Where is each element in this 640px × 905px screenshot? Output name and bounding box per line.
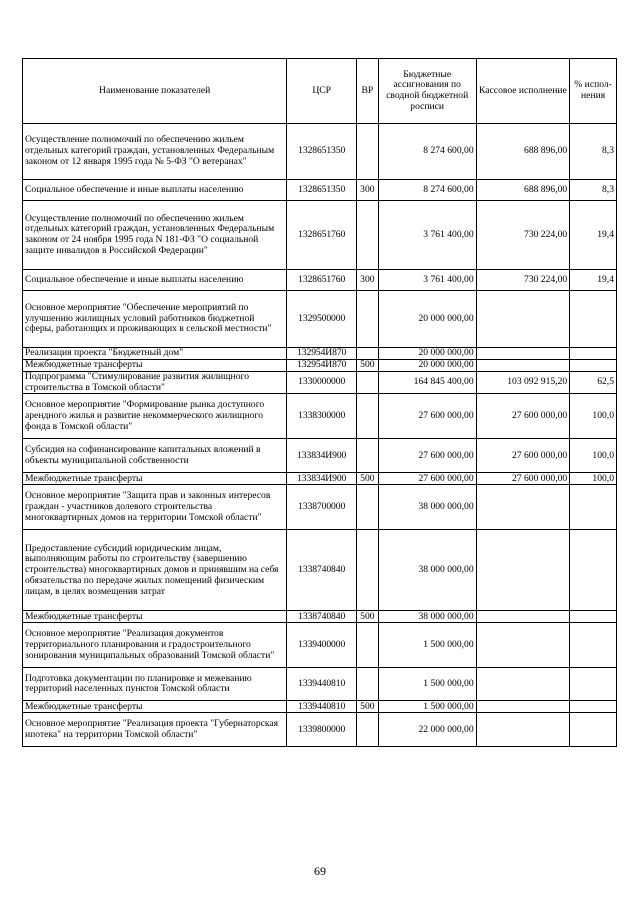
budget-execution-table: [22, 58, 617, 747]
cell-pct: [570, 623, 617, 668]
cell-vr: [356, 124, 378, 180]
cell-cash: 688 896,00: [476, 180, 570, 201]
cell-budget: 20 000 000,00: [378, 348, 476, 360]
cell-pct: 62,5: [570, 372, 617, 394]
cell-vr: [356, 530, 378, 611]
cell-csr: 133834И900: [287, 439, 357, 473]
cell-budget: 27 600 000,00: [378, 473, 476, 485]
cell-pct: [570, 530, 617, 611]
page-number: 69: [314, 864, 326, 878]
cell-pct: [570, 485, 617, 530]
cell-cash: [476, 623, 570, 668]
header-name: Наименование показателей: [23, 59, 287, 124]
table-row: [23, 394, 617, 439]
header-pct: % испол-нения: [570, 59, 617, 124]
cell-cash: [476, 611, 570, 623]
cell-vr: 300: [356, 270, 378, 291]
cell-cash: 730 224,00: [476, 270, 570, 291]
cell-budget: 1 500 000,00: [378, 701, 476, 713]
cell-budget: 38 000 000,00: [378, 485, 476, 530]
cell-csr: 1329500000: [287, 291, 357, 348]
cell-vr: [356, 348, 378, 360]
cell-budget: 3 761 400,00: [378, 201, 476, 270]
table-row: [23, 291, 617, 348]
cell-csr: 1338700000: [287, 485, 357, 530]
cell-name: Межбюджетные трансферты: [23, 701, 287, 713]
cell-cash: [476, 360, 570, 372]
cell-budget: 38 000 000,00: [378, 611, 476, 623]
table-row: [23, 180, 617, 201]
header-budget: Бюджетные ассигнования по сводной бюджетной росписи: [378, 59, 476, 124]
cell-name: Социальное обеспечение и иные выплаты населению: [23, 180, 287, 201]
cell-vr: [356, 623, 378, 668]
cell-budget: 38 000 000,00: [378, 530, 476, 611]
cell-csr: 1339800000: [287, 713, 357, 747]
cell-pct: [570, 348, 617, 360]
cell-pct: 100,0: [570, 473, 617, 485]
table-row: [23, 668, 617, 701]
table-row: [23, 611, 617, 623]
header-csr: ЦСР: [287, 59, 357, 124]
cell-name: Осуществление полномочий по обеспечению жильем отдельных категорий граждан, установленных Федеральным законом от 12 января 1995 года № 5-ФЗ "О ветеранах": [23, 124, 287, 180]
cell-name: Межбюджетные трансферты: [23, 611, 287, 623]
cell-cash: 27 600 000,00: [476, 439, 570, 473]
cell-csr: 1339400000: [287, 623, 357, 668]
cell-name: Межбюджетные трансферты: [23, 473, 287, 485]
table-row: [23, 201, 617, 270]
cell-vr: [356, 394, 378, 439]
cell-vr: [356, 372, 378, 394]
cell-budget: 164 845 400,00: [378, 372, 476, 394]
cell-cash: 27 600 000,00: [476, 394, 570, 439]
cell-vr: 500: [356, 611, 378, 623]
cell-csr: 1338740840: [287, 611, 357, 623]
table-row: [23, 439, 617, 473]
table-row: [23, 270, 617, 291]
cell-csr: 1328651760: [287, 270, 357, 291]
table-header-row: [23, 59, 617, 124]
cell-pct: [570, 713, 617, 747]
cell-name: Основное мероприятие "Реализация документов территориального планирования и градостроительного зонирования муниципальных образований Томской области": [23, 623, 287, 668]
cell-cash: 103 092 915,20: [476, 372, 570, 394]
cell-csr: 1339440810: [287, 668, 357, 701]
cell-budget: 8 274 600,00: [378, 124, 476, 180]
cell-pct: [570, 701, 617, 713]
cell-name: Межбюджетные трансферты: [23, 360, 287, 372]
cell-vr: [356, 439, 378, 473]
cell-cash: 730 224,00: [476, 201, 570, 270]
cell-pct: 100,0: [570, 439, 617, 473]
table-row: [23, 623, 617, 668]
cell-budget: 20 000 000,00: [378, 291, 476, 348]
cell-budget: 3 761 400,00: [378, 270, 476, 291]
cell-cash: [476, 668, 570, 701]
cell-cash: [476, 291, 570, 348]
cell-name: Основное мероприятие "Реализация проекта "Губернаторская ипотека" на территории Томской области": [23, 713, 287, 747]
cell-csr: 1328651350: [287, 124, 357, 180]
cell-pct: 100,0: [570, 394, 617, 439]
cell-pct: [570, 360, 617, 372]
cell-cash: [476, 348, 570, 360]
cell-cash: [476, 485, 570, 530]
cell-csr: 133834И900: [287, 473, 357, 485]
cell-cash: [476, 701, 570, 713]
cell-csr: 1328651350: [287, 180, 357, 201]
cell-cash: 688 896,00: [476, 124, 570, 180]
cell-budget: 27 600 000,00: [378, 439, 476, 473]
cell-name: Подпрограмма "Стимулирование развития жилищного строительства в Томской области": [23, 372, 287, 394]
cell-pct: 8,3: [570, 180, 617, 201]
cell-vr: [356, 668, 378, 701]
cell-vr: 500: [356, 473, 378, 485]
header-cash: Кассовое исполнение: [476, 59, 570, 124]
cell-name: Реализация проекта "Бюджетный дом": [23, 348, 287, 360]
cell-budget: 1 500 000,00: [378, 668, 476, 701]
cell-vr: [356, 485, 378, 530]
table-row: [23, 372, 617, 394]
cell-name: Основное мероприятие "Формирование рынка доступного арендного жилья и развитие некоммерческого жилищного фонда в Томской области": [23, 394, 287, 439]
cell-pct: [570, 668, 617, 701]
cell-csr: 1338300000: [287, 394, 357, 439]
cell-csr: 1338740840: [287, 530, 357, 611]
cell-name: Субсидия на софинансирование капитальных вложений в объекты муниципальной собственности: [23, 439, 287, 473]
cell-csr: 1328651760: [287, 201, 357, 270]
cell-pct: 19,4: [570, 270, 617, 291]
cell-name: Осуществление полномочий по обеспечению жильем отдельных категорий граждан, установленных Федеральным законом от 24 ноября 1995 года N 181-ФЗ "О социальной защите инвалидов в Российской Федерации": [23, 201, 287, 270]
table-row: [23, 701, 617, 713]
cell-pct: [570, 291, 617, 348]
cell-budget: 27 600 000,00: [378, 394, 476, 439]
cell-vr: [356, 291, 378, 348]
cell-cash: [476, 713, 570, 747]
table-row: [23, 713, 617, 747]
cell-csr: 1330000000: [287, 372, 357, 394]
table-row: [23, 485, 617, 530]
cell-budget: 20 000 000,00: [378, 360, 476, 372]
cell-vr: [356, 201, 378, 270]
table-row: [23, 348, 617, 360]
cell-name: Основное мероприятие "Обеспечение мероприятий по улучшению жилищных условий работников бюджетной сферы, работающих и проживающих в сельской местности": [23, 291, 287, 348]
cell-csr: 1339440810: [287, 701, 357, 713]
cell-pct: [570, 611, 617, 623]
cell-vr: 500: [356, 701, 378, 713]
table-row: [23, 530, 617, 611]
cell-csr: 132954И870: [287, 348, 357, 360]
cell-vr: [356, 713, 378, 747]
cell-budget: 22 000 000,00: [378, 713, 476, 747]
cell-cash: 27 600 000,00: [476, 473, 570, 485]
cell-pct: 19,4: [570, 201, 617, 270]
table-row: [23, 473, 617, 485]
table-body: [23, 124, 617, 747]
table-row: [23, 360, 617, 372]
cell-vr: 300: [356, 180, 378, 201]
cell-cash: [476, 530, 570, 611]
cell-name: Социальное обеспечение и иные выплаты населению: [23, 270, 287, 291]
cell-budget: 1 500 000,00: [378, 623, 476, 668]
cell-pct: 8,3: [570, 124, 617, 180]
table-row: [23, 124, 617, 180]
header-vr: ВР: [356, 59, 378, 124]
cell-name: Подготовка документации по планировке и межеванию территорий населенных пунктов Томской области: [23, 668, 287, 701]
cell-vr: 500: [356, 360, 378, 372]
cell-budget: 8 274 600,00: [378, 180, 476, 201]
cell-name: Основное мероприятие "Защита прав и законных интересов граждан - участников долевого строительства многоквартирных домов на территории Томской области": [23, 485, 287, 530]
cell-name: Предоставление субсидий юридическим лицам, выполняющим работы по строительству (завершению строительства) многоквартирных домов и принявшим на себя обязательства по передаче жилых помещений физическим лицам, в целях возмещения затрат: [23, 530, 287, 611]
cell-csr: 132954И870: [287, 360, 357, 372]
